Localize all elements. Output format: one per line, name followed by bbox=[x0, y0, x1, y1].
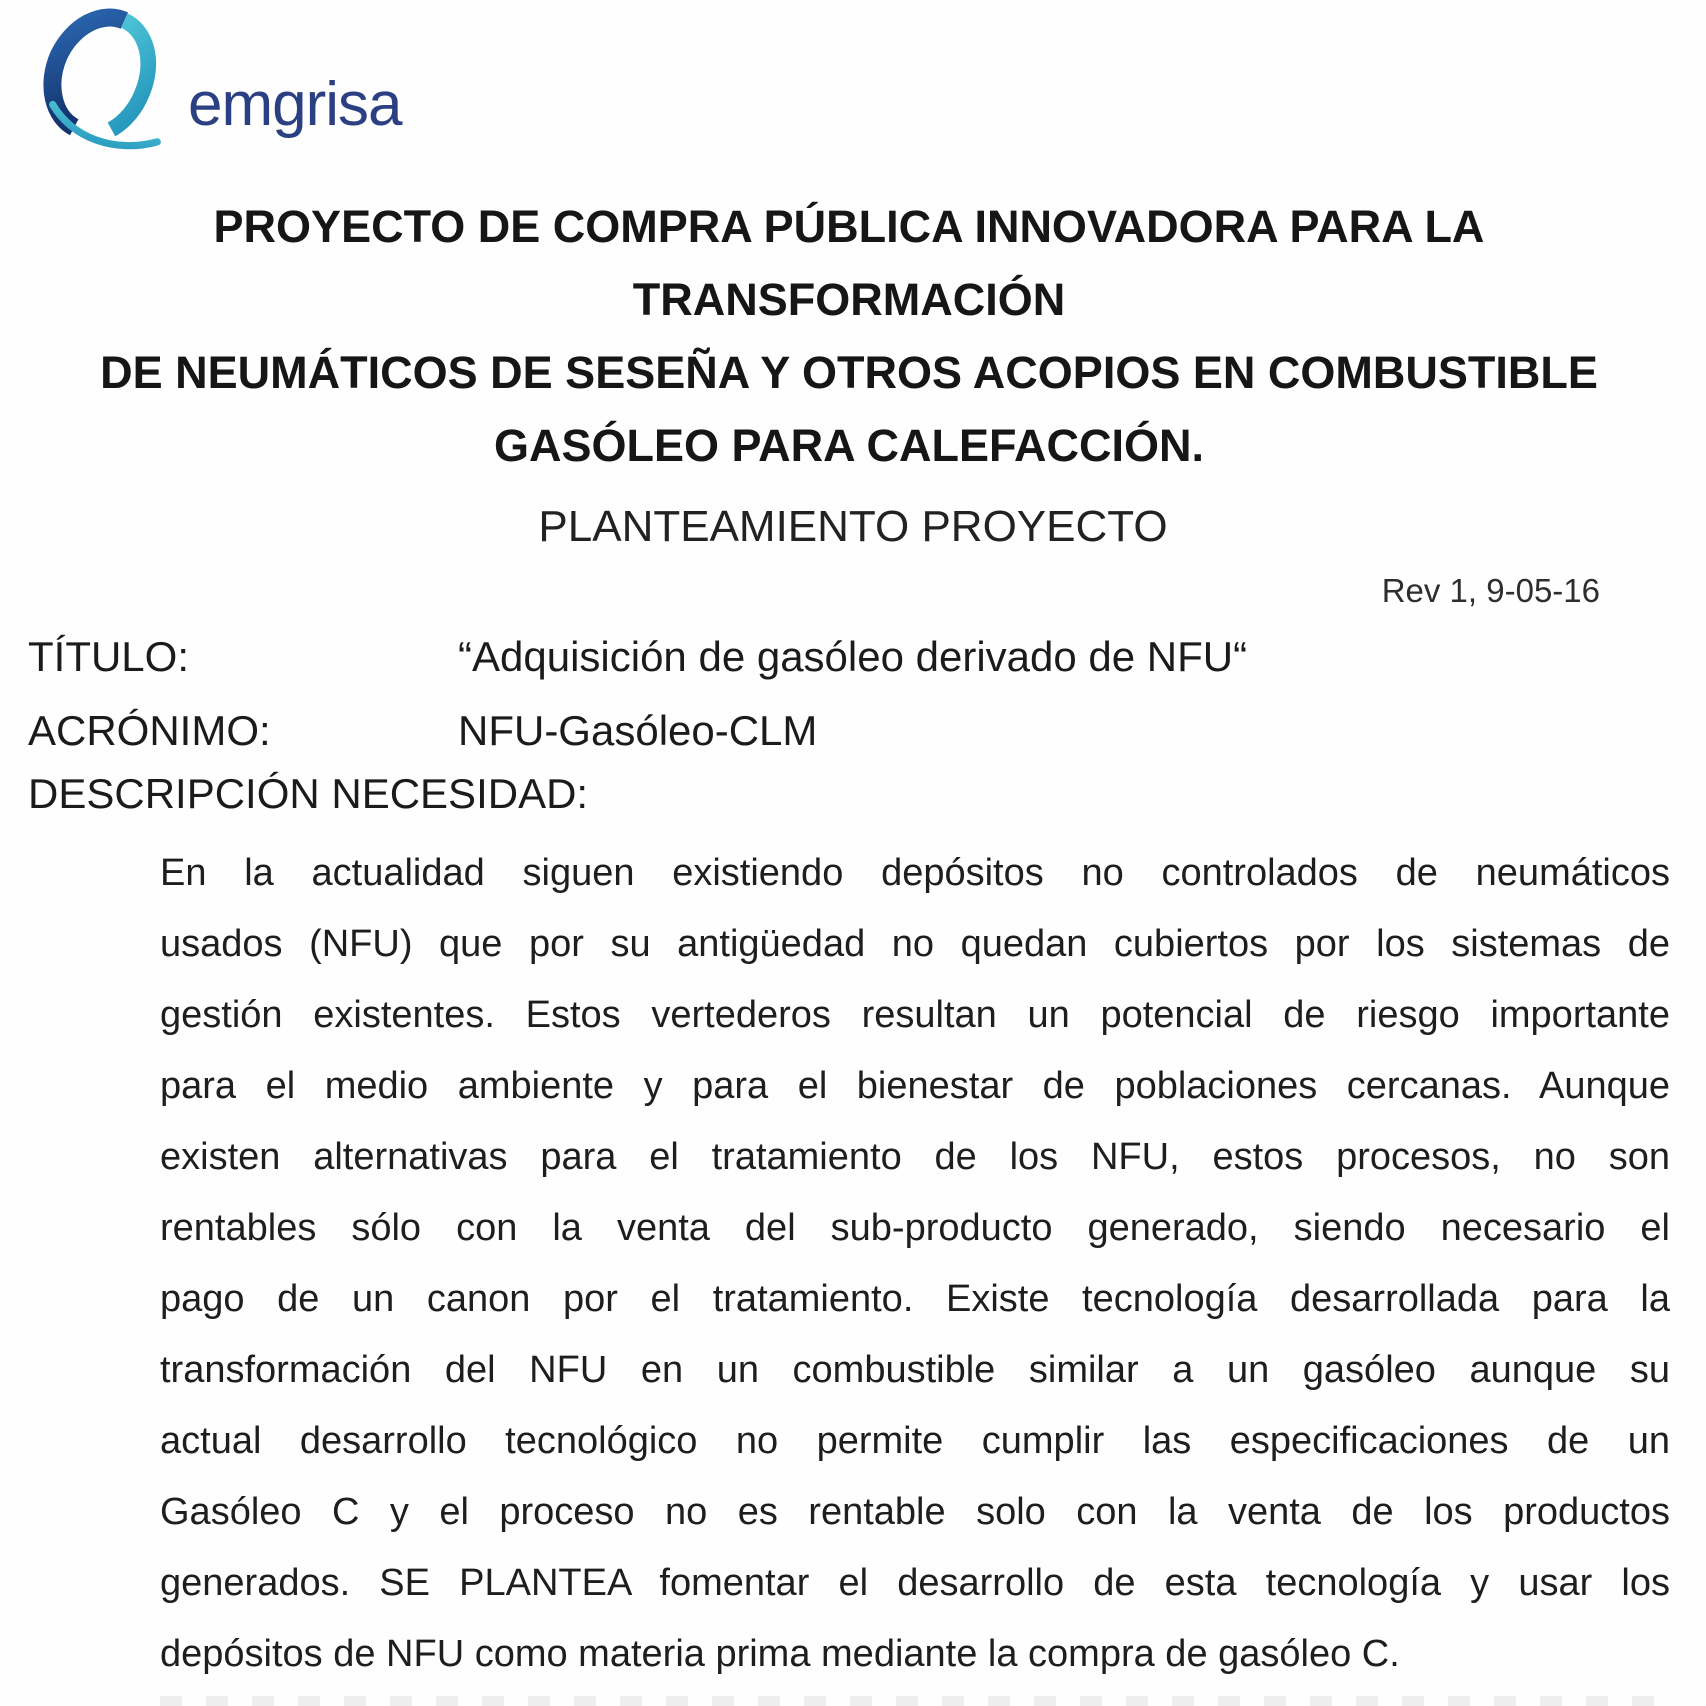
body-line: En la actualidad siguen existiendo depósitos no controlados de neumáticos bbox=[160, 852, 1670, 894]
document-title-line: PROYECTO DE COMPRA PÚBLICA INNOVADORA PARA LA TRANSFORMACIÓN bbox=[213, 201, 1485, 325]
body-line: gestión existentes. Estos vertederos resultan un potencial de riesgo importante bbox=[160, 994, 1670, 1036]
brand-wordmark: emgrisa bbox=[188, 70, 402, 139]
body-line: actual desarrollo tecnológico no permite cumplir las especificaciones de un bbox=[160, 1420, 1670, 1462]
field-value: NFU-Gasóleo-CLM bbox=[458, 707, 818, 754]
document-title-line: GASÓLEO PARA CALEFACCIÓN. bbox=[493, 420, 1205, 471]
revision-label: Rev 1, 9-05-16 bbox=[1381, 572, 1600, 609]
body-line: depósitos de NFU como materia prima mediante la compra de gasóleo C. bbox=[160, 1633, 1400, 1675]
body-line: generados. SE PLANTEA fomentar el desarrollo de esta tecnología y usar los bbox=[160, 1562, 1670, 1604]
section-heading: DESCRIPCIÓN NECESIDAD: bbox=[28, 770, 589, 817]
field-label: ACRÓNIMO: bbox=[28, 707, 271, 754]
body-line: Gasóleo C y el proceso no es rentable solo con la venta de los productos bbox=[160, 1491, 1670, 1533]
field-value: “Adquisición de gasóleo derivado de NFU“ bbox=[458, 633, 1248, 680]
body-line: rentables sólo con la venta del sub-producto generado, siendo necesario el bbox=[160, 1207, 1670, 1249]
body-line: pago de un canon por el tratamiento. Existe tecnología desarrollada para la bbox=[160, 1278, 1670, 1320]
body-line: transformación del NFU en un combustible similar a un gasóleo aunque su bbox=[160, 1349, 1670, 1391]
body-paragraph bbox=[160, 838, 1670, 1690]
field-list bbox=[28, 620, 1670, 768]
field-row bbox=[28, 694, 1670, 768]
document-subtitle: PLANTEAMIENTO PROYECTO bbox=[538, 502, 1168, 551]
scan-cutoff-artifact bbox=[160, 1696, 1666, 1706]
body-line: para el medio ambiente y para el bienestar de poblaciones cercanas. Aunque bbox=[160, 1065, 1670, 1107]
document-title-line: DE NEUMÁTICOS DE SESEÑA Y OTROS ACOPIOS EN COMBUSTIBLE bbox=[100, 347, 1598, 398]
document-title bbox=[28, 190, 1670, 482]
emgrisa-swirl-icon bbox=[28, 4, 206, 154]
body-line: usados (NFU) que por su antigüedad no quedan cubiertos por los sistemas de bbox=[160, 923, 1670, 965]
body-line: existen alternativas para el tratamiento de los NFU, estos procesos, no son bbox=[160, 1136, 1670, 1178]
field-label: TÍTULO: bbox=[28, 633, 190, 680]
emgrisa-logo bbox=[28, 4, 402, 154]
field-row bbox=[28, 620, 1670, 694]
